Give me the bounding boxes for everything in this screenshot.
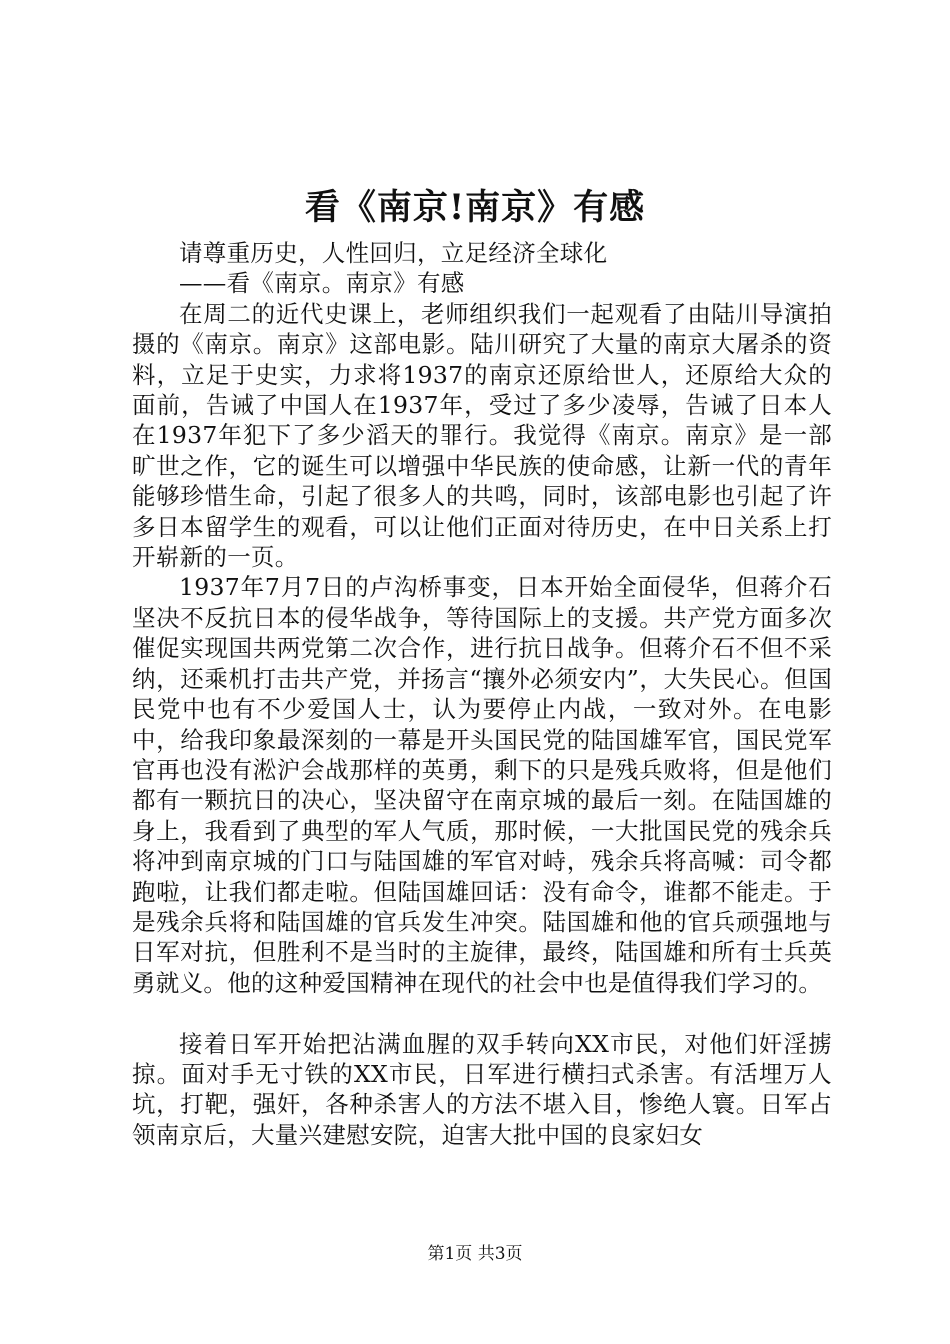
subtitle-line-1: 请尊重历史，人性回归，立足经济全球化 xyxy=(179,239,608,267)
document-title: 看《南京!南京》有感 xyxy=(304,187,646,228)
paragraph-1: 在周二的近代史课上，老师组织我们一起观看了由陆川导演拍摄的《南京。南京》这部电影。陆川研究了大量的南京大屠杀的资料，立足于史实，力求将1937的南京还原给世人，还原给大众的面前，告诫了中国人在1937年，受过了多少凌辱，告诫了日本人在1937年犯下了多少滔天的罪行。我觉得《南京。南京》是一部旷世之作，它的诞生可以增强中华民族的使命感，让新一代的青年能够珍惜生命，引起了很多人的共鸣，同时，该部电影也引起了许多日本留学生的观看，可以让他们正面对待历史，在中日关系上打开崭新的一页。 xyxy=(132,299,832,572)
subtitle-line-2: ——看《南京。南京》有感 xyxy=(179,269,465,298)
document-body xyxy=(132,238,832,1150)
page-footer: 第1页 共3页 xyxy=(427,1244,523,1264)
paragraph-3: 接着日军开始把沾满血腥的双手转向XX市民，对他们奸淫掳掠。面对手无寸铁的XX市民，日军进行横扫式杀害。有活埋万人坑，打靶，强奸，各种杀害人的方法不堪入目，惨绝人寰。日军占领南京后，大量兴建慰安院，迫害大批中国的良家妇女 xyxy=(132,1029,832,1149)
paragraph-gap xyxy=(132,998,832,1028)
paragraph-2: 1937年7月7日的卢沟桥事变，日本开始全面侵华，但蒋介石坚决不反抗日本的侵华战争，等待国际上的支援。共产党方面多次催促实现国共两党第二次合作，进行抗日战争。但蒋介石不但不采纳，还乘机打击共产党，并扬言“攘外必须安内”，大失民心。但国民党中也有不少爱国人士，认为要停止内战，一致对外。在电影中，给我印象最深刻的一幕是开头国民党的陆国雄军官，国民党军官再也没有淞沪会战那样的英勇，剩下的只是残兵败将，但是他们都有一颗抗日的决心，坚决留守在南京城的最后一刻。在陆国雄的身上，我看到了典型的军人气质，那时候，一大批国民党的残余兵将冲到南京城的门口与陆国雄的军官对峙，残余兵将高喊：司令都跑啦，让我们都走啦。但陆国雄回话：没有命令，谁都不能走。于是残余兵将和陆国雄的官兵发生冲突。陆国雄和他的官兵顽强地与日军对抗，但胜利不是当时的主旋律，最终，陆国雄和所有士兵英勇就义。他的这种爱国精神在现代的社会中也是值得我们学习的。 xyxy=(132,573,832,997)
